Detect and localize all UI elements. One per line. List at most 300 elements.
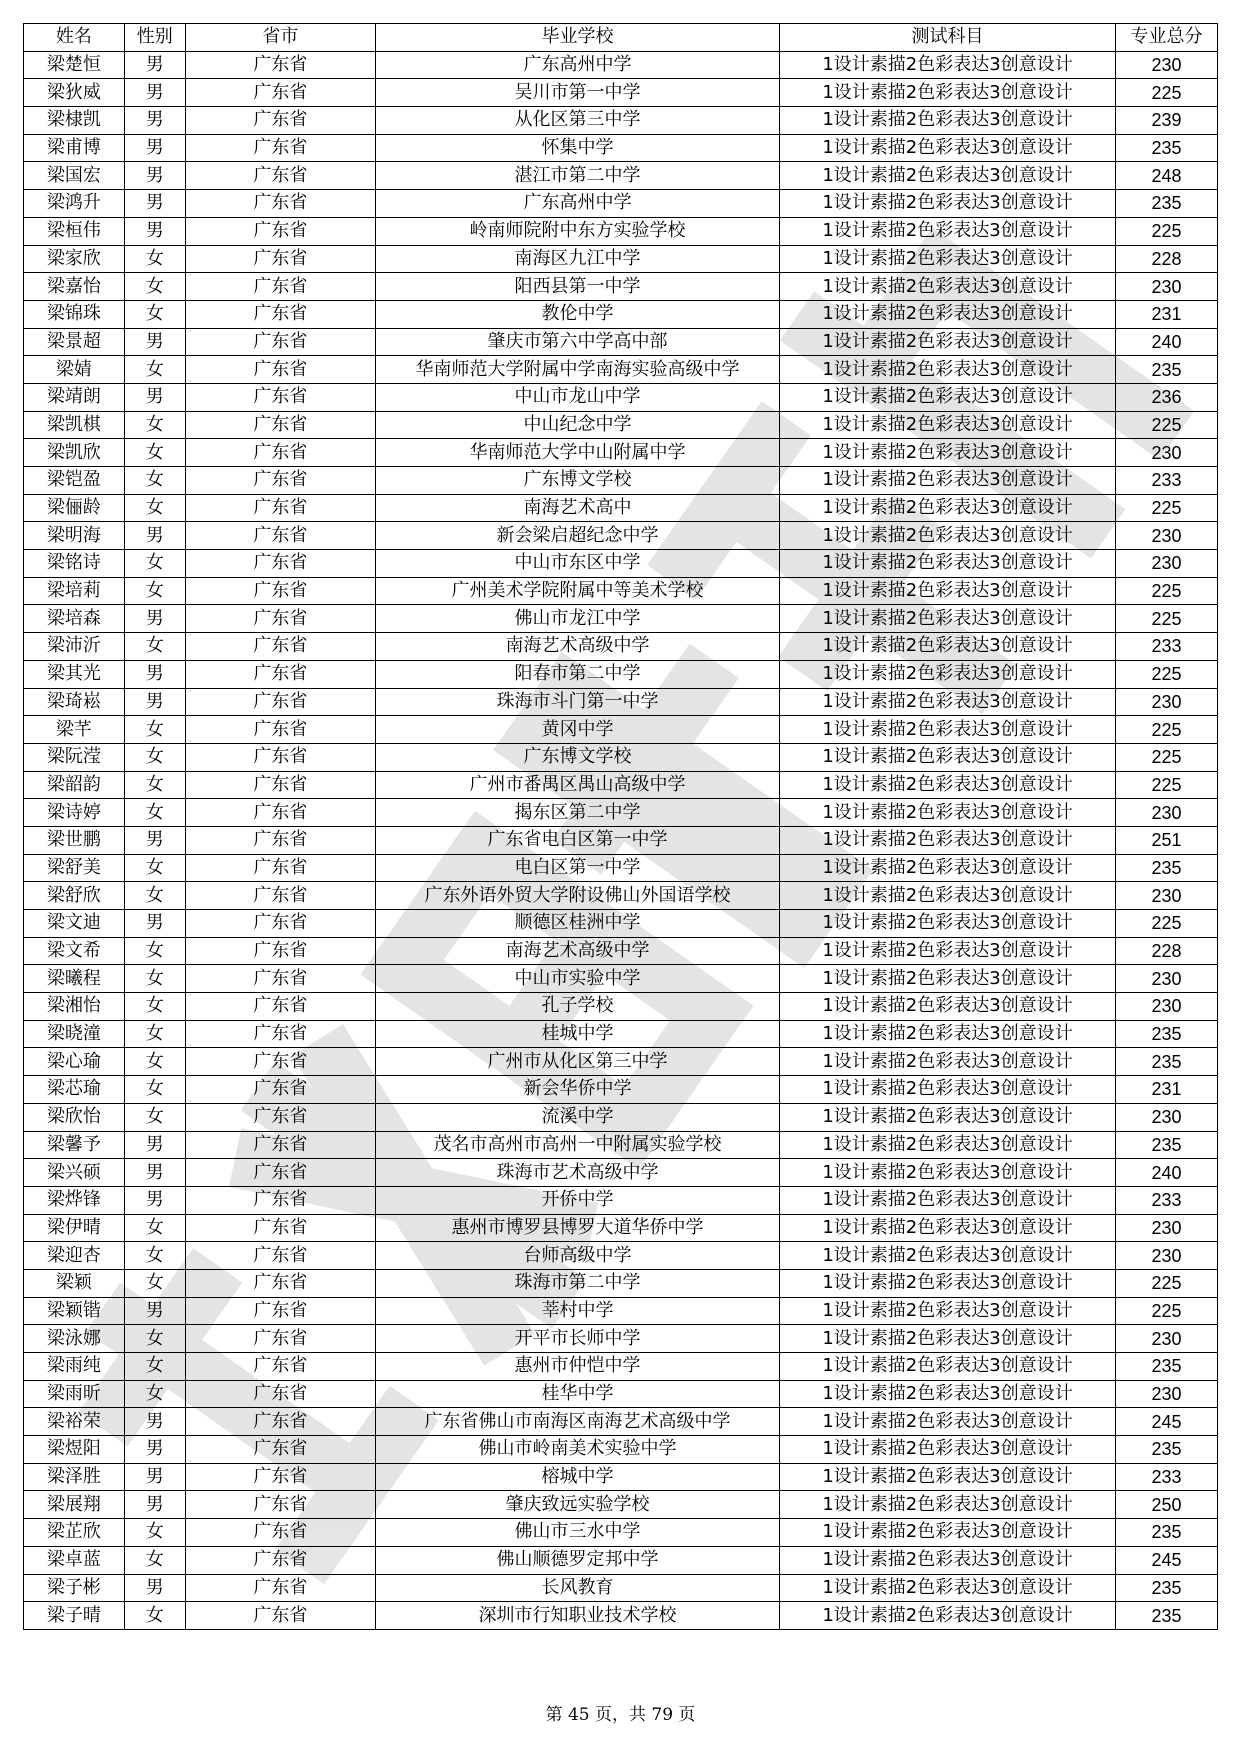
header-school: 毕业学校 [375, 24, 779, 52]
student-name-cell: 梁芊 [24, 716, 125, 744]
total-score-cell: 225 [1116, 411, 1218, 439]
graduation-school-cell: 广东高州中学 [375, 51, 779, 79]
gender-cell: 男 [124, 826, 185, 854]
province-cell: 广东省 [185, 993, 375, 1021]
table-row [24, 467, 1218, 495]
province-cell: 广东省 [185, 1574, 375, 1602]
total-score-cell: 230 [1116, 1380, 1218, 1408]
graduation-school-cell: 吴川市第一中学 [375, 79, 779, 107]
gender-cell: 男 [124, 328, 185, 356]
total-score-cell: 236 [1116, 383, 1218, 411]
student-name-cell: 梁婧 [24, 356, 125, 384]
test-subjects-cell: 1设计素描2色彩表达3创意设计 [779, 190, 1115, 218]
student-name-cell: 梁俪龄 [24, 494, 125, 522]
student-name-cell: 梁雨昕 [24, 1380, 125, 1408]
test-subjects-cell: 1设计素描2色彩表达3创意设计 [779, 1269, 1115, 1297]
admission-table [23, 23, 1218, 1630]
table-row [24, 605, 1218, 633]
table-row [24, 51, 1218, 79]
graduation-school-cell: 电白区第一中学 [375, 854, 779, 882]
gender-cell: 女 [124, 1602, 185, 1630]
table-row [24, 79, 1218, 107]
graduation-school-cell: 佛山市三水中学 [375, 1519, 779, 1547]
test-subjects-cell: 1设计素描2色彩表达3创意设计 [779, 1519, 1115, 1547]
table-row [24, 633, 1218, 661]
test-subjects-cell: 1设计素描2色彩表达3创意设计 [779, 1020, 1115, 1048]
table-row [24, 1131, 1218, 1159]
province-cell: 广东省 [185, 1048, 375, 1076]
total-score-cell: 230 [1116, 522, 1218, 550]
gender-cell: 女 [124, 1546, 185, 1574]
graduation-school-cell: 岭南师院附中东方实验学校 [375, 217, 779, 245]
gender-cell: 女 [124, 550, 185, 578]
student-name-cell: 梁芷欣 [24, 1519, 125, 1547]
province-cell: 广东省 [185, 1076, 375, 1104]
student-name-cell: 梁文迪 [24, 910, 125, 938]
total-score-cell: 225 [1116, 716, 1218, 744]
graduation-school-cell: 桂城中学 [375, 1020, 779, 1048]
gender-cell: 女 [124, 771, 185, 799]
student-name-cell: 梁馨予 [24, 1131, 125, 1159]
test-subjects-cell: 1设计素描2色彩表达3创意设计 [779, 826, 1115, 854]
gender-cell: 女 [124, 937, 185, 965]
test-subjects-cell: 1设计素描2色彩表达3创意设计 [779, 300, 1115, 328]
gender-cell: 女 [124, 577, 185, 605]
total-score-cell: 231 [1116, 300, 1218, 328]
test-subjects-cell: 1设计素描2色彩表达3创意设计 [779, 660, 1115, 688]
total-score-cell: 228 [1116, 937, 1218, 965]
province-cell: 广东省 [185, 550, 375, 578]
gender-cell: 女 [124, 1519, 185, 1547]
table-row [24, 273, 1218, 301]
table-row [24, 356, 1218, 384]
graduation-school-cell: 怀集中学 [375, 134, 779, 162]
gender-cell: 女 [124, 1269, 185, 1297]
student-name-cell: 梁颖 [24, 1269, 125, 1297]
student-name-cell: 梁韶韵 [24, 771, 125, 799]
total-score-cell: 245 [1116, 1546, 1218, 1574]
test-subjects-cell: 1设计素描2色彩表达3创意设计 [779, 51, 1115, 79]
total-score-cell: 235 [1116, 356, 1218, 384]
gender-cell: 男 [124, 660, 185, 688]
test-subjects-cell: 1设计素描2色彩表达3创意设计 [779, 1574, 1115, 1602]
graduation-school-cell: 台师高级中学 [375, 1242, 779, 1270]
province-cell: 广东省 [185, 577, 375, 605]
test-subjects-cell: 1设计素描2色彩表达3创意设计 [779, 937, 1115, 965]
student-name-cell: 梁舒欣 [24, 882, 125, 910]
table-row [24, 1463, 1218, 1491]
table-row [24, 1297, 1218, 1325]
province-cell: 广东省 [185, 937, 375, 965]
gender-cell: 男 [124, 910, 185, 938]
total-score-cell: 225 [1116, 910, 1218, 938]
total-score-cell: 248 [1116, 162, 1218, 190]
graduation-school-cell: 开平市长师中学 [375, 1325, 779, 1353]
graduation-school-cell: 茂名市高州市高州一中附属实验学校 [375, 1131, 779, 1159]
test-subjects-cell: 1设计素描2色彩表达3创意设计 [779, 1214, 1115, 1242]
test-subjects-cell: 1设计素描2色彩表达3创意设计 [779, 1602, 1115, 1630]
gender-cell: 女 [124, 1020, 185, 1048]
graduation-school-cell: 湛江市第二中学 [375, 162, 779, 190]
student-name-cell: 梁凯棋 [24, 411, 125, 439]
test-subjects-cell: 1设计素描2色彩表达3创意设计 [779, 688, 1115, 716]
province-cell: 广东省 [185, 771, 375, 799]
table-row [24, 1020, 1218, 1048]
gender-cell: 女 [124, 799, 185, 827]
student-name-cell: 梁铠盈 [24, 467, 125, 495]
student-name-cell: 梁琦崧 [24, 688, 125, 716]
total-score-cell: 235 [1116, 134, 1218, 162]
graduation-school-cell: 广东外语外贸大学附设佛山外国语学校 [375, 882, 779, 910]
graduation-school-cell: 肇庆致远实验学校 [375, 1491, 779, 1519]
graduation-school-cell: 广东高州中学 [375, 190, 779, 218]
table-row [24, 1602, 1218, 1630]
total-score-cell: 225 [1116, 1297, 1218, 1325]
graduation-school-cell: 中山市东区中学 [375, 550, 779, 578]
table-row [24, 134, 1218, 162]
student-name-cell: 梁家欣 [24, 245, 125, 273]
gender-cell: 女 [124, 356, 185, 384]
province-cell: 广东省 [185, 1242, 375, 1270]
province-cell: 广东省 [185, 716, 375, 744]
test-subjects-cell: 1设计素描2色彩表达3创意设计 [779, 1325, 1115, 1353]
test-subjects-cell: 1设计素描2色彩表达3创意设计 [779, 1297, 1115, 1325]
student-name-cell: 梁明海 [24, 522, 125, 550]
gender-cell: 女 [124, 1325, 185, 1353]
province-cell: 广东省 [185, 1325, 375, 1353]
test-subjects-cell: 1设计素描2色彩表达3创意设计 [779, 1103, 1115, 1131]
graduation-school-cell: 珠海市斗门第一中学 [375, 688, 779, 716]
table-row [24, 688, 1218, 716]
graduation-school-cell: 阳春市第二中学 [375, 660, 779, 688]
graduation-school-cell: 惠州市仲恺中学 [375, 1353, 779, 1381]
test-subjects-cell: 1设计素描2色彩表达3创意设计 [779, 273, 1115, 301]
total-score-cell: 235 [1116, 854, 1218, 882]
test-subjects-cell: 1设计素描2色彩表达3创意设计 [779, 1159, 1115, 1187]
graduation-school-cell: 肇庆市第六中学高中部 [375, 328, 779, 356]
total-score-cell: 230 [1116, 1242, 1218, 1270]
graduation-school-cell: 顺德区桂洲中学 [375, 910, 779, 938]
student-name-cell: 梁迎杏 [24, 1242, 125, 1270]
graduation-school-cell: 黄冈中学 [375, 716, 779, 744]
province-cell: 广东省 [185, 356, 375, 384]
gender-cell: 男 [124, 1436, 185, 1464]
graduation-school-cell: 珠海市第二中学 [375, 1269, 779, 1297]
province-cell: 广东省 [185, 162, 375, 190]
graduation-school-cell: 桂华中学 [375, 1380, 779, 1408]
test-subjects-cell: 1设计素描2色彩表达3创意设计 [779, 1436, 1115, 1464]
graduation-school-cell: 广东省佛山市南海区南海艺术高级中学 [375, 1408, 779, 1436]
table-row [24, 1159, 1218, 1187]
total-score-cell: 251 [1116, 826, 1218, 854]
graduation-school-cell: 流溪中学 [375, 1103, 779, 1131]
province-cell: 广东省 [185, 1519, 375, 1547]
province-cell: 广东省 [185, 1408, 375, 1436]
graduation-school-cell: 中山市龙山中学 [375, 383, 779, 411]
gender-cell: 男 [124, 1463, 185, 1491]
test-subjects-cell: 1设计素描2色彩表达3创意设计 [779, 439, 1115, 467]
total-score-cell: 230 [1116, 965, 1218, 993]
graduation-school-cell: 广州市番禺区禺山高级中学 [375, 771, 779, 799]
province-cell: 广东省 [185, 1380, 375, 1408]
table-row [24, 716, 1218, 744]
gender-cell: 女 [124, 1103, 185, 1131]
table-row [24, 1574, 1218, 1602]
test-subjects-cell: 1设计素描2色彩表达3创意设计 [779, 1242, 1115, 1270]
table-row [24, 550, 1218, 578]
table-row [24, 910, 1218, 938]
total-score-cell: 233 [1116, 1186, 1218, 1214]
province-cell: 广东省 [185, 633, 375, 661]
graduation-school-cell: 揭东区第二中学 [375, 799, 779, 827]
gender-cell: 女 [124, 1353, 185, 1381]
test-subjects-cell: 1设计素描2色彩表达3创意设计 [779, 716, 1115, 744]
graduation-school-cell: 新会梁启超纪念中学 [375, 522, 779, 550]
province-cell: 广东省 [185, 1297, 375, 1325]
graduation-school-cell: 佛山市龙江中学 [375, 605, 779, 633]
graduation-school-cell: 佛山顺德罗定邦中学 [375, 1546, 779, 1574]
header-subjects: 测试科目 [779, 24, 1115, 52]
total-score-cell: 235 [1116, 1519, 1218, 1547]
total-score-cell: 239 [1116, 107, 1218, 135]
province-cell: 广东省 [185, 134, 375, 162]
province-cell: 广东省 [185, 1131, 375, 1159]
total-score-cell: 230 [1116, 51, 1218, 79]
table-row [24, 854, 1218, 882]
graduation-school-cell: 中山市实验中学 [375, 965, 779, 993]
graduation-school-cell: 阳西县第一中学 [375, 273, 779, 301]
test-subjects-cell: 1设计素描2色彩表达3创意设计 [779, 1380, 1115, 1408]
gender-cell: 男 [124, 688, 185, 716]
graduation-school-cell: 华南师范大学中山附属中学 [375, 439, 779, 467]
gender-cell: 女 [124, 494, 185, 522]
province-cell: 广东省 [185, 1546, 375, 1574]
student-name-cell: 梁心瑜 [24, 1048, 125, 1076]
test-subjects-cell: 1设计素描2色彩表达3创意设计 [779, 522, 1115, 550]
gender-cell: 男 [124, 107, 185, 135]
province-cell: 广东省 [185, 411, 375, 439]
gender-cell: 女 [124, 965, 185, 993]
province-cell: 广东省 [185, 79, 375, 107]
gender-cell: 女 [124, 633, 185, 661]
table-row [24, 439, 1218, 467]
gender-cell: 女 [124, 411, 185, 439]
graduation-school-cell: 新会华侨中学 [375, 1076, 779, 1104]
gender-cell: 女 [124, 439, 185, 467]
total-score-cell: 235 [1116, 1353, 1218, 1381]
test-subjects-cell: 1设计素描2色彩表达3创意设计 [779, 743, 1115, 771]
header-province: 省市 [185, 24, 375, 52]
province-cell: 广东省 [185, 1491, 375, 1519]
table-header [24, 24, 1218, 52]
total-score-cell: 225 [1116, 494, 1218, 522]
gender-cell: 男 [124, 1131, 185, 1159]
table-row [24, 1269, 1218, 1297]
province-cell: 广东省 [185, 743, 375, 771]
table-row [24, 1214, 1218, 1242]
table-row [24, 1048, 1218, 1076]
student-name-cell: 梁舒美 [24, 854, 125, 882]
table-row [24, 1186, 1218, 1214]
total-score-cell: 230 [1116, 1214, 1218, 1242]
table-row [24, 799, 1218, 827]
graduation-school-cell: 南海区九江中学 [375, 245, 779, 273]
province-cell: 广东省 [185, 1020, 375, 1048]
student-name-cell: 梁嘉怡 [24, 273, 125, 301]
test-subjects-cell: 1设计素描2色彩表达3创意设计 [779, 550, 1115, 578]
province-cell: 广东省 [185, 605, 375, 633]
test-subjects-cell: 1设计素描2色彩表达3创意设计 [779, 1186, 1115, 1214]
total-score-cell: 245 [1116, 1408, 1218, 1436]
student-name-cell: 梁靖朗 [24, 383, 125, 411]
test-subjects-cell: 1设计素描2色彩表达3创意设计 [779, 79, 1115, 107]
student-name-cell: 梁沛沂 [24, 633, 125, 661]
total-score-cell: 225 [1116, 577, 1218, 605]
student-name-cell: 梁景超 [24, 328, 125, 356]
gender-cell: 男 [124, 1186, 185, 1214]
total-score-cell: 230 [1116, 799, 1218, 827]
total-score-cell: 235 [1116, 1131, 1218, 1159]
table-row [24, 1546, 1218, 1574]
student-name-cell: 梁伊晴 [24, 1214, 125, 1242]
graduation-school-cell: 榕城中学 [375, 1463, 779, 1491]
province-cell: 广东省 [185, 688, 375, 716]
test-subjects-cell: 1设计素描2色彩表达3创意设计 [779, 1076, 1115, 1104]
province-cell: 广东省 [185, 383, 375, 411]
test-subjects-cell: 1设计素描2色彩表达3创意设计 [779, 1491, 1115, 1519]
student-name-cell: 梁文希 [24, 937, 125, 965]
graduation-school-cell: 惠州市博罗县博罗大道华侨中学 [375, 1214, 779, 1242]
province-cell: 广东省 [185, 1602, 375, 1630]
province-cell: 广东省 [185, 1103, 375, 1131]
province-cell: 广东省 [185, 522, 375, 550]
province-cell: 广东省 [185, 328, 375, 356]
student-name-cell: 梁凯欣 [24, 439, 125, 467]
total-score-cell: 235 [1116, 1574, 1218, 1602]
student-name-cell: 梁湘怡 [24, 993, 125, 1021]
student-name-cell: 梁颖锴 [24, 1297, 125, 1325]
table-row [24, 965, 1218, 993]
province-cell: 广东省 [185, 467, 375, 495]
test-subjects-cell: 1设计素描2色彩表达3创意设计 [779, 107, 1115, 135]
graduation-school-cell: 莘村中学 [375, 1297, 779, 1325]
student-name-cell: 梁锦珠 [24, 300, 125, 328]
student-name-cell: 梁卓蓝 [24, 1546, 125, 1574]
gender-cell: 女 [124, 300, 185, 328]
gender-cell: 女 [124, 1048, 185, 1076]
total-score-cell: 233 [1116, 1463, 1218, 1491]
province-cell: 广东省 [185, 882, 375, 910]
test-subjects-cell: 1设计素描2色彩表达3创意设计 [779, 356, 1115, 384]
total-score-cell: 240 [1116, 1159, 1218, 1187]
province-cell: 广东省 [185, 273, 375, 301]
test-subjects-cell: 1设计素描2色彩表达3创意设计 [779, 965, 1115, 993]
table-row [24, 1353, 1218, 1381]
gender-cell: 男 [124, 605, 185, 633]
total-score-cell: 230 [1116, 439, 1218, 467]
gender-cell: 女 [124, 245, 185, 273]
total-score-cell: 233 [1116, 467, 1218, 495]
table-row [24, 1408, 1218, 1436]
province-cell: 广东省 [185, 1214, 375, 1242]
test-subjects-cell: 1设计素描2色彩表达3创意设计 [779, 494, 1115, 522]
student-name-cell: 梁晓潼 [24, 1020, 125, 1048]
test-subjects-cell: 1设计素描2色彩表达3创意设计 [779, 605, 1115, 633]
graduation-school-cell: 广州美术学院附属中等美术学校 [375, 577, 779, 605]
total-score-cell: 235 [1116, 190, 1218, 218]
graduation-school-cell: 从化区第三中学 [375, 107, 779, 135]
province-cell: 广东省 [185, 660, 375, 688]
province-cell: 广东省 [185, 854, 375, 882]
total-score-cell: 250 [1116, 1491, 1218, 1519]
test-subjects-cell: 1设计素描2色彩表达3创意设计 [779, 1463, 1115, 1491]
test-subjects-cell: 1设计素描2色彩表达3创意设计 [779, 411, 1115, 439]
total-score-cell: 225 [1116, 771, 1218, 799]
test-subjects-cell: 1设计素描2色彩表达3创意设计 [779, 993, 1115, 1021]
province-cell: 广东省 [185, 1436, 375, 1464]
total-score-cell: 225 [1116, 605, 1218, 633]
table-row [24, 107, 1218, 135]
graduation-school-cell: 中山纪念中学 [375, 411, 779, 439]
province-cell: 广东省 [185, 910, 375, 938]
table-row [24, 411, 1218, 439]
test-subjects-cell: 1设计素描2色彩表达3创意设计 [779, 882, 1115, 910]
table-row [24, 522, 1218, 550]
total-score-cell: 230 [1116, 688, 1218, 716]
graduation-school-cell: 深圳市行知职业技术学校 [375, 1602, 779, 1630]
graduation-school-cell: 教伦中学 [375, 300, 779, 328]
student-name-cell: 梁欣怡 [24, 1103, 125, 1131]
page-footer: 第 45 页，共 79 页 [545, 1705, 696, 1725]
student-name-cell: 梁芯瑜 [24, 1076, 125, 1104]
test-subjects-cell: 1设计素描2色彩表达3创意设计 [779, 1353, 1115, 1381]
table-row [24, 1103, 1218, 1131]
total-score-cell: 225 [1116, 660, 1218, 688]
student-name-cell: 梁狄威 [24, 79, 125, 107]
test-subjects-cell: 1设计素描2色彩表达3创意设计 [779, 1131, 1115, 1159]
test-subjects-cell: 1设计素描2色彩表达3创意设计 [779, 134, 1115, 162]
student-name-cell: 梁楚恒 [24, 51, 125, 79]
gender-cell: 男 [124, 383, 185, 411]
gender-cell: 男 [124, 1159, 185, 1187]
test-subjects-cell: 1设计素描2色彩表达3创意设计 [779, 467, 1115, 495]
total-score-cell: 228 [1116, 245, 1218, 273]
header-total-score: 专业总分 [1116, 24, 1218, 52]
gender-cell: 男 [124, 522, 185, 550]
test-subjects-cell: 1设计素描2色彩表达3创意设计 [779, 1408, 1115, 1436]
total-score-cell: 230 [1116, 1325, 1218, 1353]
graduation-school-cell: 珠海市艺术高级中学 [375, 1159, 779, 1187]
total-score-cell: 230 [1116, 273, 1218, 301]
gender-cell: 女 [124, 743, 185, 771]
test-subjects-cell: 1设计素描2色彩表达3创意设计 [779, 854, 1115, 882]
graduation-school-cell: 开侨中学 [375, 1186, 779, 1214]
student-name-cell: 梁展翔 [24, 1491, 125, 1519]
graduation-school-cell: 长风教育 [375, 1574, 779, 1602]
province-cell: 广东省 [185, 826, 375, 854]
gender-cell: 男 [124, 51, 185, 79]
test-subjects-cell: 1设计素描2色彩表达3创意设计 [779, 162, 1115, 190]
student-name-cell: 梁雨纯 [24, 1353, 125, 1381]
test-subjects-cell: 1设计素描2色彩表达3创意设计 [779, 910, 1115, 938]
student-name-cell: 梁子彬 [24, 1574, 125, 1602]
gender-cell: 男 [124, 162, 185, 190]
total-score-cell: 235 [1116, 1436, 1218, 1464]
table-row [24, 743, 1218, 771]
test-subjects-cell: 1设计素描2色彩表达3创意设计 [779, 799, 1115, 827]
province-cell: 广东省 [185, 799, 375, 827]
test-subjects-cell: 1设计素描2色彩表达3创意设计 [779, 245, 1115, 273]
